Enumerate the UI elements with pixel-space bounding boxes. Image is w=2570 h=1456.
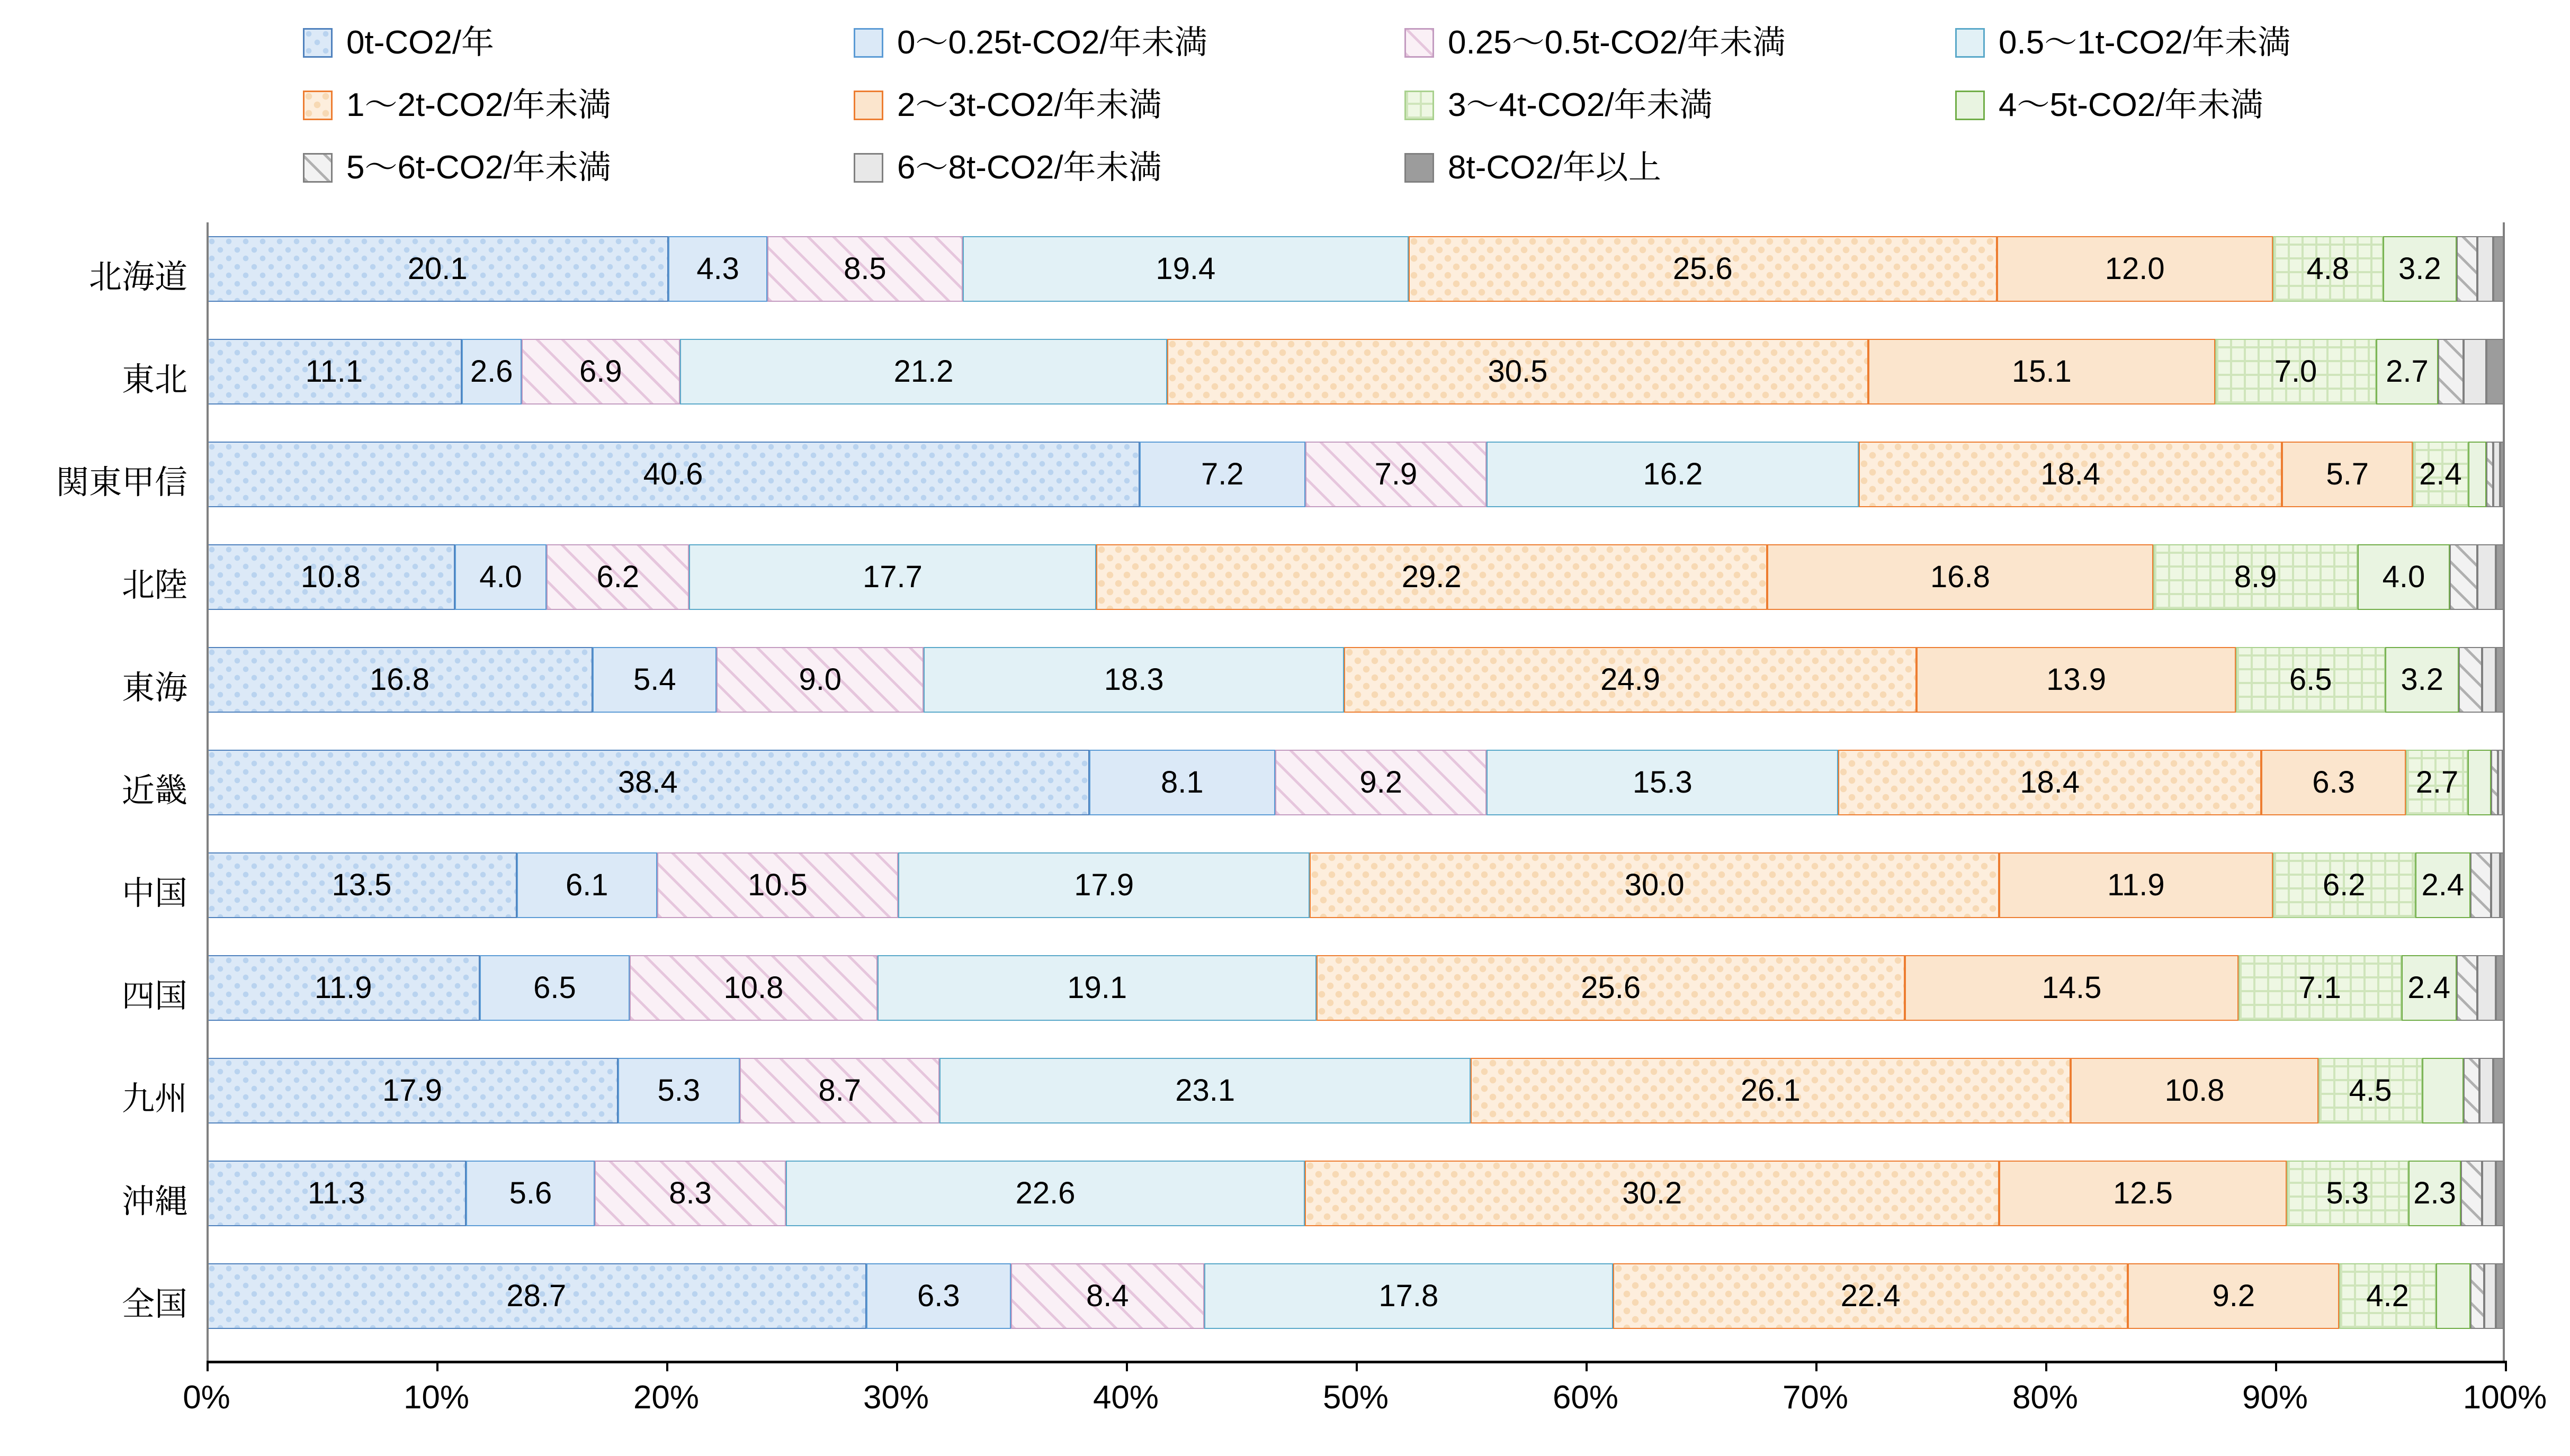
- bar-segment-s9: [2464, 339, 2486, 405]
- x-axis: [183, 1361, 2547, 1445]
- bar-value-label: 10.8: [2164, 1073, 2225, 1108]
- bar-value-label: 8.4: [1086, 1279, 1129, 1313]
- bar-value-label: 25.6: [1581, 970, 1641, 1005]
- bar-segment-s5: [1999, 852, 2272, 918]
- bar-value-label: 2.4: [2421, 868, 2465, 902]
- legend-label: 8t-CO2/年以上: [1448, 149, 1662, 186]
- bar-segment-s1: [1089, 750, 1276, 815]
- chart-row: [0, 222, 2570, 325]
- bar-value-label: 11.9: [314, 970, 372, 1005]
- category-label: 中国: [121, 875, 187, 912]
- bar-segment-s6: [2339, 1263, 2435, 1329]
- bar-wrapper: [207, 222, 2570, 325]
- bar-segment-s9: [2477, 955, 2496, 1021]
- category-label: 東海: [121, 669, 187, 706]
- bar-segment-s5: [2128, 1263, 2339, 1329]
- axis-tick-mark: [207, 1361, 209, 1371]
- bar-segment-s1: [480, 955, 629, 1021]
- bar-segment-s2: [547, 544, 689, 610]
- bar-segment-s9: [2493, 442, 2500, 507]
- bar-value-label: 5.4: [633, 662, 676, 697]
- bar-segment-s8: [2438, 339, 2464, 405]
- bar-segment-s9: [2498, 750, 2503, 815]
- category-label: 東北: [121, 361, 187, 398]
- legend-label: 6〜8t-CO2/年未満: [897, 149, 1162, 186]
- bar-segment-s3: [1487, 442, 1859, 507]
- bar-value-label: 19.1: [1067, 970, 1127, 1005]
- axis-tick-mark: [2275, 1361, 2277, 1371]
- bar-segment-s6: [2413, 442, 2468, 507]
- legend-label: 2〜3t-CO2/年未満: [897, 87, 1162, 123]
- chart-row: [0, 325, 2570, 428]
- bar-segment-s7: [2415, 852, 2470, 918]
- bar-segment-s3: [939, 1058, 1471, 1124]
- bar-value-label: 8.3: [669, 1176, 712, 1210]
- bar-segment-s2: [1305, 442, 1487, 507]
- bar-segment-s0: [207, 647, 593, 713]
- bar-segment-s4: [1096, 544, 1767, 610]
- legend-swatch-icon: [303, 153, 333, 183]
- bar-value-label: 18.3: [1104, 662, 1164, 697]
- legend-swatch-icon: [1404, 28, 1434, 58]
- bar-value-label: 29.2: [1401, 560, 1462, 594]
- bar-value-label: 6.3: [917, 1279, 960, 1313]
- bar-segment-s0: [207, 544, 455, 610]
- bar-value-label: 3.2: [2401, 662, 2444, 697]
- bar-value-label: 4.0: [479, 560, 522, 594]
- bar-segment-s1: [1140, 442, 1305, 507]
- bar-value-label: 5.6: [509, 1176, 552, 1210]
- bar-segment-s6: [2273, 236, 2383, 302]
- bar-value-label: 15.3: [1632, 765, 1693, 799]
- bar-segment-s4: [1859, 442, 2282, 507]
- bar-segment-s9: [2479, 1058, 2493, 1124]
- bar-segment-s5: [2261, 750, 2406, 815]
- axis-tick-label: 40%: [1093, 1379, 1159, 1416]
- bar-segment-s8: [2457, 236, 2477, 302]
- legend-item-s6: [1377, 74, 1928, 137]
- chart-row: [0, 428, 2570, 531]
- bar-value-label: 30.0: [1624, 868, 1685, 902]
- bar-value-label: 6.5: [533, 970, 576, 1005]
- bar-value-label: 15.1: [2012, 354, 2072, 389]
- plot-area: [0, 222, 2570, 1377]
- bar-value-label: 2.7: [2386, 354, 2429, 389]
- legend-swatch-icon: [303, 28, 333, 58]
- bar-segment-s8: [2486, 442, 2493, 507]
- bar-segment-s0: [207, 339, 462, 405]
- bar-segment-s0: [207, 955, 480, 1021]
- bar-value-label: 4.0: [2382, 560, 2425, 594]
- bar-value-label: 5.3: [657, 1073, 701, 1108]
- bar-segment-s8: [2464, 1058, 2479, 1124]
- axis-tick-label: 90%: [2242, 1379, 2308, 1416]
- bar-value-label: 30.2: [1622, 1176, 1682, 1210]
- axis-tick-label: 80%: [2012, 1379, 2079, 1416]
- bar-segment-s3: [924, 647, 1344, 713]
- bar-wrapper: [207, 633, 2570, 736]
- bar-segment-s7: [2376, 339, 2438, 405]
- bar-value-label: 9.2: [2212, 1279, 2255, 1313]
- legend-swatch-icon: [854, 91, 883, 120]
- bar-segment-s3: [898, 852, 1310, 918]
- bar-value-label: 11.9: [2107, 868, 2165, 902]
- bar-value-label: 8.1: [1160, 765, 1204, 799]
- axis-tick-label: 100%: [2462, 1379, 2547, 1416]
- category-label: 全国: [121, 1286, 187, 1323]
- legend-label: 5〜6t-CO2/年未満: [346, 149, 611, 186]
- bar-segment-s8: [2470, 1263, 2484, 1329]
- bar-segment-s4: [1305, 1161, 1999, 1226]
- axis-tick-label: 70%: [1782, 1379, 1849, 1416]
- bar-segment-s7: [2408, 1161, 2461, 1226]
- axis-tick-label: 10%: [403, 1379, 470, 1416]
- bar-segment-s4: [1344, 647, 1917, 713]
- bar-segment-s10: [2486, 339, 2505, 405]
- bar-segment-s6: [2153, 544, 2358, 610]
- bar-value-label: 2.4: [2419, 457, 2462, 491]
- bar-value-label: 4.3: [696, 251, 739, 286]
- bar-segment-s7: [2383, 236, 2457, 302]
- bar-wrapper: [207, 941, 2570, 1044]
- axis-tick-mark: [666, 1361, 668, 1371]
- bar-segment-s9: [2491, 852, 2500, 918]
- stacked-bar: [207, 339, 2505, 405]
- bar-value-label: 24.9: [1600, 662, 1661, 697]
- bar-segment-s7: [2385, 647, 2459, 713]
- bar-value-label: 38.4: [617, 765, 678, 799]
- category-label: 北陸: [121, 567, 187, 604]
- bar-value-label: 9.2: [1359, 765, 1403, 799]
- bar-segment-s9: [2484, 1263, 2496, 1329]
- legend-label: 0.25〜0.5t-CO2/年未満: [1448, 24, 1786, 61]
- bar-segment-s7: [2468, 750, 2491, 815]
- bar-segment-s1: [593, 647, 717, 713]
- axis-tick-label: 0%: [183, 1379, 230, 1416]
- bar-segment-s4: [1167, 339, 1868, 405]
- legend-item-s7: [1928, 74, 2478, 137]
- chart-row: [0, 839, 2570, 941]
- legend-item-s0: [275, 12, 826, 74]
- axis-tick-mark: [896, 1361, 898, 1371]
- bar-segment-s6: [2238, 955, 2402, 1021]
- legend-item-s10: [1377, 137, 1928, 199]
- bar-segment-s7: [2422, 1058, 2464, 1124]
- bar-value-label: 6.3: [2312, 765, 2355, 799]
- bar-segment-s0: [207, 852, 517, 918]
- bar-wrapper: [207, 325, 2570, 428]
- axis-tick-mark: [2505, 1361, 2507, 1371]
- bar-segment-s2: [1011, 1263, 1204, 1329]
- category-label: 九州: [121, 1080, 187, 1117]
- legend-item-s5: [826, 74, 1377, 137]
- axis-tick-label: 30%: [863, 1379, 929, 1416]
- bar-value-label: 2.7: [2415, 765, 2459, 799]
- bar-segment-s4: [1613, 1263, 2128, 1329]
- stacked-bar: [207, 442, 2505, 507]
- legend-item-s1: [826, 12, 1377, 74]
- legend-item-s2: [1377, 12, 1928, 74]
- bar-value-label: 18.4: [2020, 765, 2080, 799]
- category-label: 沖縄: [121, 1183, 187, 1220]
- bar-segment-s3: [680, 339, 1167, 405]
- bar-value-label: 8.9: [2234, 560, 2277, 594]
- bar-wrapper: [207, 736, 2570, 839]
- bar-segment-s8: [2457, 955, 2477, 1021]
- bar-wrapper: [207, 839, 2570, 941]
- bar-segment-s5: [1999, 1161, 2287, 1226]
- bar-value-label: 17.9: [382, 1073, 442, 1108]
- bar-segment-s0: [207, 1058, 618, 1124]
- bar-value-label: 6.5: [2289, 662, 2332, 697]
- bar-value-label: 20.1: [407, 251, 468, 286]
- bar-segment-s1: [462, 339, 522, 405]
- category-label: 近畿: [121, 772, 187, 809]
- bar-segment-s2: [717, 647, 924, 713]
- bar-segment-s1: [466, 1161, 595, 1226]
- bar-segment-s7: [2358, 544, 2450, 610]
- stacked-bar: [207, 1058, 2505, 1124]
- bar-value-label: 13.5: [332, 868, 392, 902]
- bar-segment-s9: [2477, 544, 2496, 610]
- legend-item-s8: [275, 137, 826, 199]
- chart-legend: [275, 12, 2547, 199]
- bar-value-label: 4.8: [2306, 251, 2350, 286]
- bar-segment-s8: [2459, 647, 2482, 713]
- bar-value-label: 7.2: [1201, 457, 1244, 491]
- bar-segment-s9: [2477, 236, 2493, 302]
- legend-swatch-icon: [854, 28, 883, 58]
- stacked-bar: [207, 750, 2505, 815]
- bar-value-label: 3.2: [2398, 251, 2441, 286]
- axis-tick-mark: [1356, 1361, 1358, 1371]
- bar-segment-s2: [767, 236, 963, 302]
- axis-tick-label: 60%: [1552, 1379, 1619, 1416]
- chart-row: [0, 1250, 2570, 1352]
- bar-segment-s8: [2491, 750, 2498, 815]
- stacked-bar: [207, 1263, 2505, 1329]
- bar-segment-s0: [207, 1161, 466, 1226]
- chart-row: [0, 941, 2570, 1044]
- bar-segment-s7: [2468, 442, 2487, 507]
- bar-segment-s2: [595, 1161, 785, 1226]
- legend-swatch-icon: [1404, 153, 1434, 183]
- bar-value-label: 10.8: [723, 970, 784, 1005]
- bar-segment-s3: [1204, 1263, 1614, 1329]
- bar-value-label: 21.2: [893, 354, 954, 389]
- bar-segment-s8: [2450, 544, 2477, 610]
- bar-value-label: 17.8: [1378, 1279, 1439, 1313]
- bar-segment-s1: [455, 544, 547, 610]
- bar-segment-s3: [877, 955, 1317, 1021]
- bar-segment-s5: [1905, 955, 2238, 1021]
- bar-value-label: 22.4: [1840, 1279, 1901, 1313]
- bar-value-label: 10.8: [300, 560, 361, 594]
- bar-value-label: 40.6: [643, 457, 703, 491]
- legend-label: 0.5〜1t-CO2/年未満: [1999, 24, 2291, 61]
- bar-value-label: 17.9: [1074, 868, 1134, 902]
- bar-value-label: 16.8: [370, 662, 429, 697]
- legend-label: 0〜0.25t-CO2/年未満: [897, 24, 1207, 61]
- bar-segment-s5: [2282, 442, 2413, 507]
- axis-tick-label: 50%: [1322, 1379, 1389, 1416]
- bar-segment-s5: [1868, 339, 2215, 405]
- bar-segment-s3: [689, 544, 1096, 610]
- chart-row: [0, 531, 2570, 633]
- bar-segment-s5: [1997, 236, 2273, 302]
- bar-value-label: 25.6: [1672, 251, 1733, 286]
- bar-segment-s6: [2406, 750, 2468, 815]
- bar-segment-s4: [1409, 236, 1997, 302]
- legend-item-s4: [275, 74, 826, 137]
- legend-swatch-icon: [854, 153, 883, 183]
- bar-value-label: 6.1: [565, 868, 608, 902]
- bar-segment-s6: [2215, 339, 2376, 405]
- bar-segment-s1: [866, 1263, 1011, 1329]
- bar-segment-s3: [963, 236, 1409, 302]
- stacked-bar: [207, 955, 2505, 1021]
- legend-label: 3〜4t-CO2/年未満: [1448, 87, 1713, 123]
- bar-segment-s7: [2402, 955, 2457, 1021]
- chart-row: [0, 736, 2570, 839]
- bar-value-label: 11.3: [307, 1176, 365, 1210]
- bar-segment-s0: [207, 236, 668, 302]
- bar-value-label: 7.1: [2298, 970, 2341, 1005]
- bar-value-label: 6.2: [2322, 868, 2366, 902]
- bar-value-label: 13.9: [2046, 662, 2106, 697]
- legend-item-s3: [1928, 12, 2478, 74]
- bar-segment-s8: [2470, 852, 2491, 918]
- bar-value-label: 16.2: [1643, 457, 1703, 491]
- legend-label: 0t-CO2/年: [346, 24, 495, 61]
- axis-right-frame: [2503, 222, 2505, 1361]
- bar-segment-s6: [2236, 647, 2385, 713]
- bar-value-label: 7.9: [1374, 457, 1418, 491]
- bar-value-label: 2.3: [2413, 1176, 2456, 1210]
- bar-value-label: 23.1: [1175, 1073, 1235, 1108]
- bar-segment-s5: [1917, 647, 2236, 713]
- bar-segment-s8: [2461, 1161, 2482, 1226]
- axis-tick-mark: [1815, 1361, 1817, 1371]
- bar-segment-s0: [207, 442, 1140, 507]
- bar-value-label: 4.2: [2366, 1279, 2409, 1313]
- bar-segment-s2: [1275, 750, 1487, 815]
- bar-value-label: 26.1: [1740, 1073, 1801, 1108]
- bar-value-label: 8.5: [844, 251, 886, 286]
- bar-segment-s1: [668, 236, 767, 302]
- bar-value-label: 12.5: [2112, 1176, 2173, 1210]
- bar-wrapper: [207, 531, 2570, 633]
- bar-segment-s4: [1310, 852, 1999, 918]
- bar-value-label: 2.4: [2407, 970, 2451, 1005]
- bar-segment-s9: [2482, 1161, 2496, 1226]
- axis-left-frame: [207, 222, 209, 1361]
- bar-segment-s2: [630, 955, 878, 1021]
- legend-swatch-icon: [1404, 91, 1434, 120]
- axis-tick-mark: [1586, 1361, 1588, 1371]
- bar-value-label: 12.0: [2105, 251, 2165, 286]
- axis-tick-mark: [436, 1361, 438, 1371]
- stacked-bar: [207, 1161, 2505, 1226]
- bar-value-label: 5.3: [2326, 1176, 2369, 1210]
- bar-value-label: 17.7: [863, 560, 923, 594]
- stacked-bar: [207, 852, 2505, 918]
- bar-value-label: 18.4: [2040, 457, 2101, 491]
- bar-value-label: 5.7: [2326, 457, 2369, 491]
- bar-value-label: 14.5: [2041, 970, 2102, 1005]
- legend-swatch-icon: [1955, 91, 1985, 120]
- stacked-bar: [207, 236, 2505, 302]
- chart-row: [0, 1044, 2570, 1147]
- bar-value-label: 10.5: [748, 868, 808, 902]
- bar-segment-s2: [740, 1058, 940, 1124]
- bar-value-label: 16.8: [1930, 560, 1990, 594]
- bar-value-label: 9.0: [799, 662, 842, 697]
- bar-value-label: 8.7: [818, 1073, 861, 1108]
- bar-segment-s1: [618, 1058, 740, 1124]
- bar-segment-s6: [2287, 1161, 2408, 1226]
- bar-value-label: 19.4: [1156, 251, 1216, 286]
- bar-wrapper: [207, 1250, 2570, 1352]
- bar-wrapper: [207, 1147, 2570, 1250]
- bar-value-label: 28.7: [506, 1279, 567, 1313]
- bar-segment-s3: [1487, 750, 1838, 815]
- bar-value-label: 30.5: [1488, 354, 1548, 389]
- bar-segment-s9: [2482, 647, 2496, 713]
- legend-swatch-icon: [303, 91, 333, 120]
- stacked-bar: [207, 544, 2505, 610]
- bar-segment-s1: [517, 852, 657, 918]
- legend-label: 1〜2t-CO2/年未満: [346, 87, 611, 123]
- chart-row: [0, 633, 2570, 736]
- bar-segment-s4: [1317, 955, 1905, 1021]
- bar-value-label: 6.2: [596, 560, 640, 594]
- category-label: 北海道: [88, 258, 187, 295]
- bar-value-label: 6.9: [579, 354, 622, 389]
- bar-value-label: 11.1: [305, 354, 363, 389]
- bar-segment-s2: [522, 339, 680, 405]
- bar-value-label: 22.6: [1015, 1176, 1076, 1210]
- bar-value-label: 2.6: [470, 354, 513, 389]
- bar-segment-s0: [207, 750, 1089, 815]
- bar-segment-s0: [207, 1263, 866, 1329]
- axis-tick-mark: [1126, 1361, 1128, 1371]
- axis-tick-label: 20%: [633, 1379, 700, 1416]
- category-label: 関東甲信: [56, 464, 187, 501]
- bar-segment-s5: [1767, 544, 2153, 610]
- legend-label: 4〜5t-CO2/年未満: [1999, 87, 2263, 123]
- bar-value-label: 4.5: [2349, 1073, 2392, 1108]
- bar-value-label: 7.0: [2274, 354, 2317, 389]
- bar-segment-s4: [1838, 750, 2261, 815]
- bar-wrapper: [207, 428, 2570, 531]
- bar-segment-s2: [657, 852, 899, 918]
- legend-swatch-icon: [1955, 28, 1985, 58]
- category-label: 四国: [121, 977, 187, 1014]
- legend-item-s9: [826, 137, 1377, 199]
- bar-segment-s6: [2318, 1058, 2422, 1124]
- bar-segment-s6: [2273, 852, 2415, 918]
- stacked-bar: [207, 647, 2505, 713]
- bar-wrapper: [207, 1044, 2570, 1147]
- bar-segment-s3: [786, 1161, 1305, 1226]
- bar-segment-s4: [1471, 1058, 2071, 1124]
- bar-segment-s7: [2436, 1263, 2470, 1329]
- chart-row: [0, 1147, 2570, 1250]
- bar-segment-s5: [2071, 1058, 2319, 1124]
- axis-tick-mark: [2045, 1361, 2047, 1371]
